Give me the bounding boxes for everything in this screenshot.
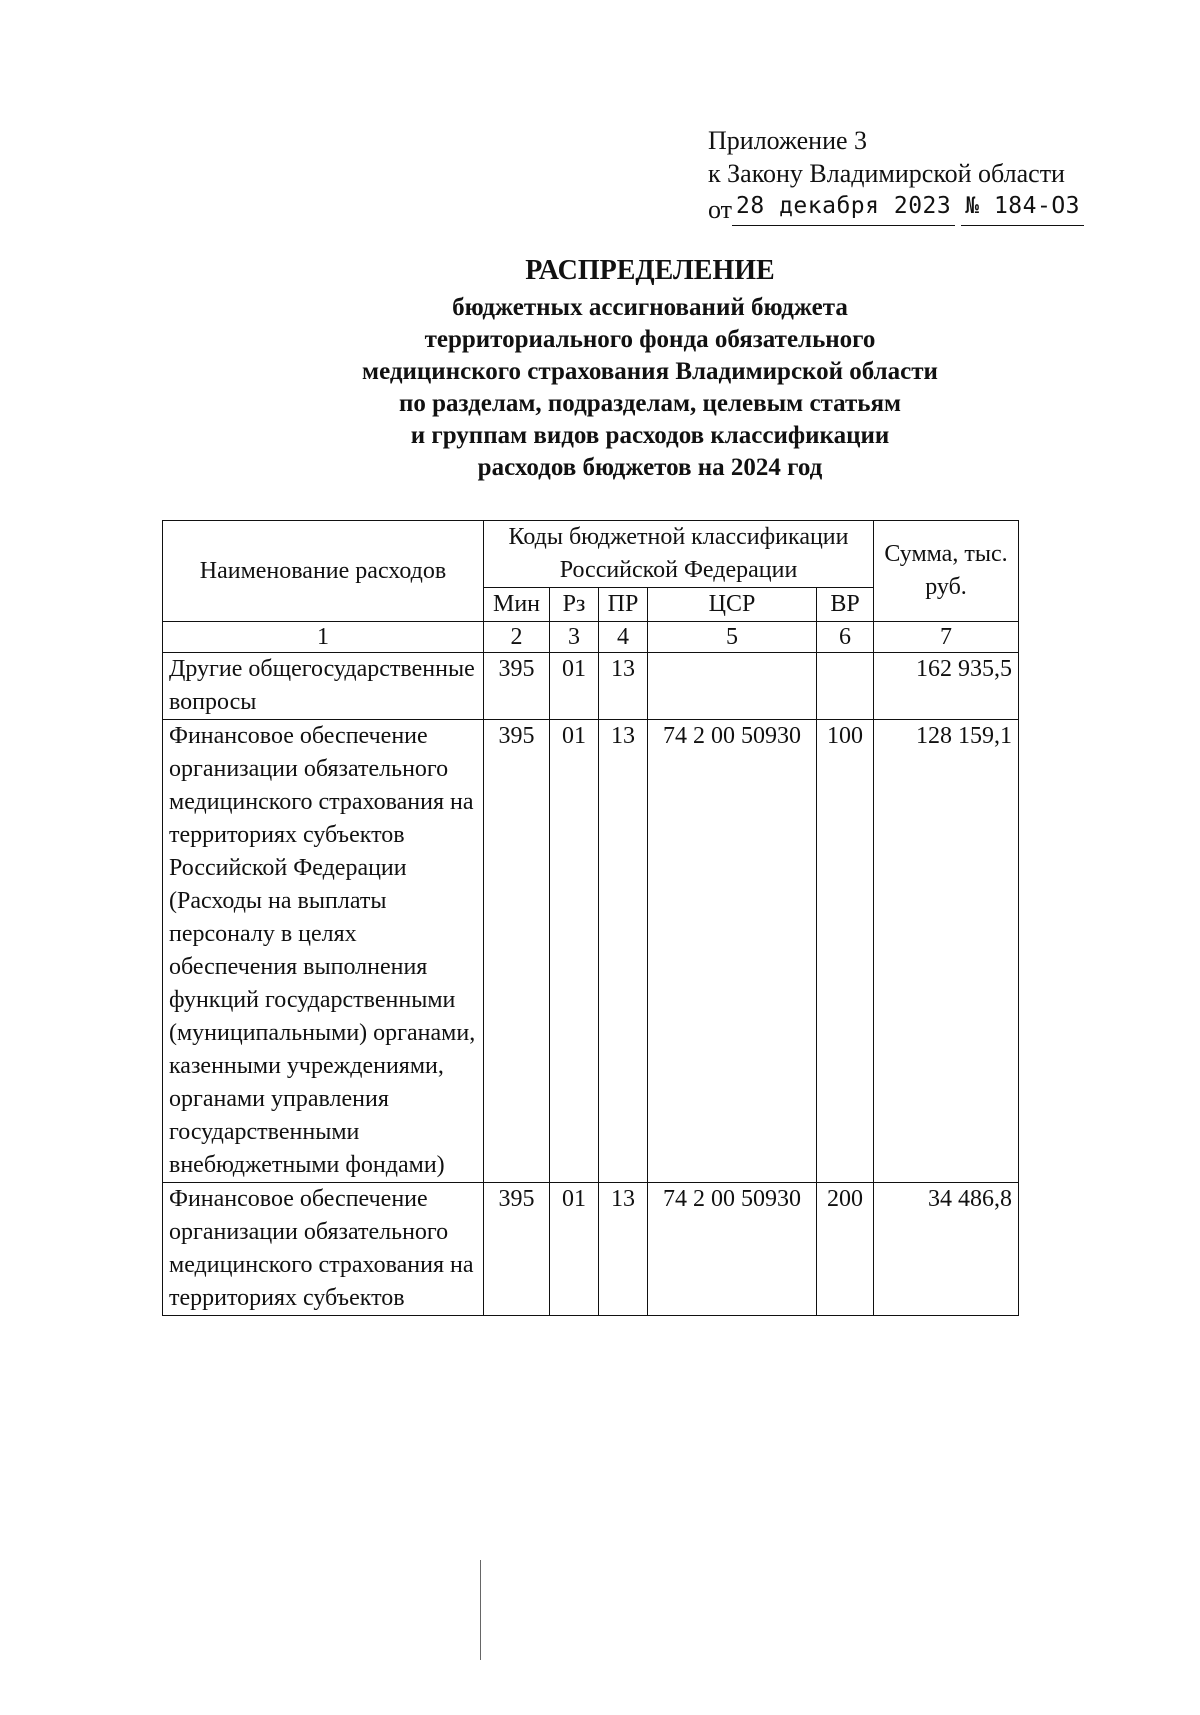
row-rz: 01 [550, 1183, 599, 1316]
row-vr: 200 [817, 1183, 874, 1316]
header-sum: Сумма, тыс. руб. [874, 521, 1019, 622]
row-min: 395 [484, 653, 550, 720]
index-cell: 2 [484, 622, 550, 653]
heading-line: территориального фонда обязательного [424, 326, 876, 353]
annex-block [708, 124, 1084, 226]
annex-date: 28 декабря 2023 [732, 190, 955, 226]
index-cell: 6 [817, 622, 874, 653]
row-min: 395 [484, 720, 550, 1183]
row-sum: 162 935,5 [874, 653, 1019, 720]
row-rz: 01 [550, 653, 599, 720]
row-name: Финансовое обеспечение организации обязательного медицинского страхования на территориях субъектов Российской Федерации (Расходы на выплаты персоналу в целях обеспечения выполнения функций государственными (муниципальными) органами, казенными учреждениями, органами управления государственными внебюджетными фондами) [163, 720, 484, 1183]
scan-mark [480, 1560, 481, 1660]
heading-line: бюджетных ассигнований бюджета [452, 294, 848, 321]
row-name: Другие общегосударственные вопросы [163, 653, 484, 720]
annex-prefix: от [708, 195, 733, 224]
index-cell: 3 [550, 622, 599, 653]
heading-line: расходов бюджетов на 2024 год [477, 454, 823, 481]
row-sum: 128 159,1 [874, 720, 1019, 1183]
row-pr: 13 [599, 720, 648, 1183]
header-csr: ЦСР [648, 588, 817, 622]
table-row [163, 1183, 1019, 1316]
annex-date-line [708, 190, 1084, 226]
row-rz: 01 [550, 720, 599, 1183]
header-rz: Рз [550, 588, 599, 622]
row-min: 395 [484, 1183, 550, 1316]
header-name: Наименование расходов [163, 521, 484, 622]
annex-line1: Приложение 3 [708, 126, 868, 155]
annex-number: № 184-ОЗ [961, 190, 1084, 226]
index-cell: 1 [163, 622, 484, 653]
header-codes: Коды бюджетной классификации Российской Федерации [484, 521, 874, 588]
index-cell: 4 [599, 622, 648, 653]
row-sum: 34 486,8 [874, 1183, 1019, 1316]
header-vr: ВР [817, 588, 874, 622]
heading-line: по разделам, подразделам, целевым статьям [398, 390, 902, 417]
row-csr [648, 653, 817, 720]
heading-line: медицинского страхования Владимирской области [362, 358, 938, 385]
row-vr [817, 653, 874, 720]
table-row [163, 653, 1019, 720]
index-cell: 7 [874, 622, 1019, 653]
header-min: Мин [484, 588, 550, 622]
document-title: РАСПРЕДЕЛЕНИЕ [525, 255, 775, 286]
row-vr: 100 [817, 720, 874, 1183]
row-csr: 74 2 00 50930 [648, 720, 817, 1183]
table-header-row [163, 521, 1019, 588]
row-pr: 13 [599, 653, 648, 720]
header-pr: ПР [599, 588, 648, 622]
row-pr: 13 [599, 1183, 648, 1316]
budget-table [162, 520, 1019, 1316]
row-name: Финансовое обеспечение организации обязательного медицинского страхования на территориях субъектов [163, 1183, 484, 1316]
table-index-row [163, 622, 1019, 653]
table-row [163, 720, 1019, 1183]
index-cell: 5 [648, 622, 817, 653]
annex-line2: к Закону Владимирской области [708, 159, 1065, 188]
document-heading [0, 252, 1200, 484]
heading-line: и группам видов расходов классификации [410, 422, 890, 449]
row-csr: 74 2 00 50930 [648, 1183, 817, 1316]
